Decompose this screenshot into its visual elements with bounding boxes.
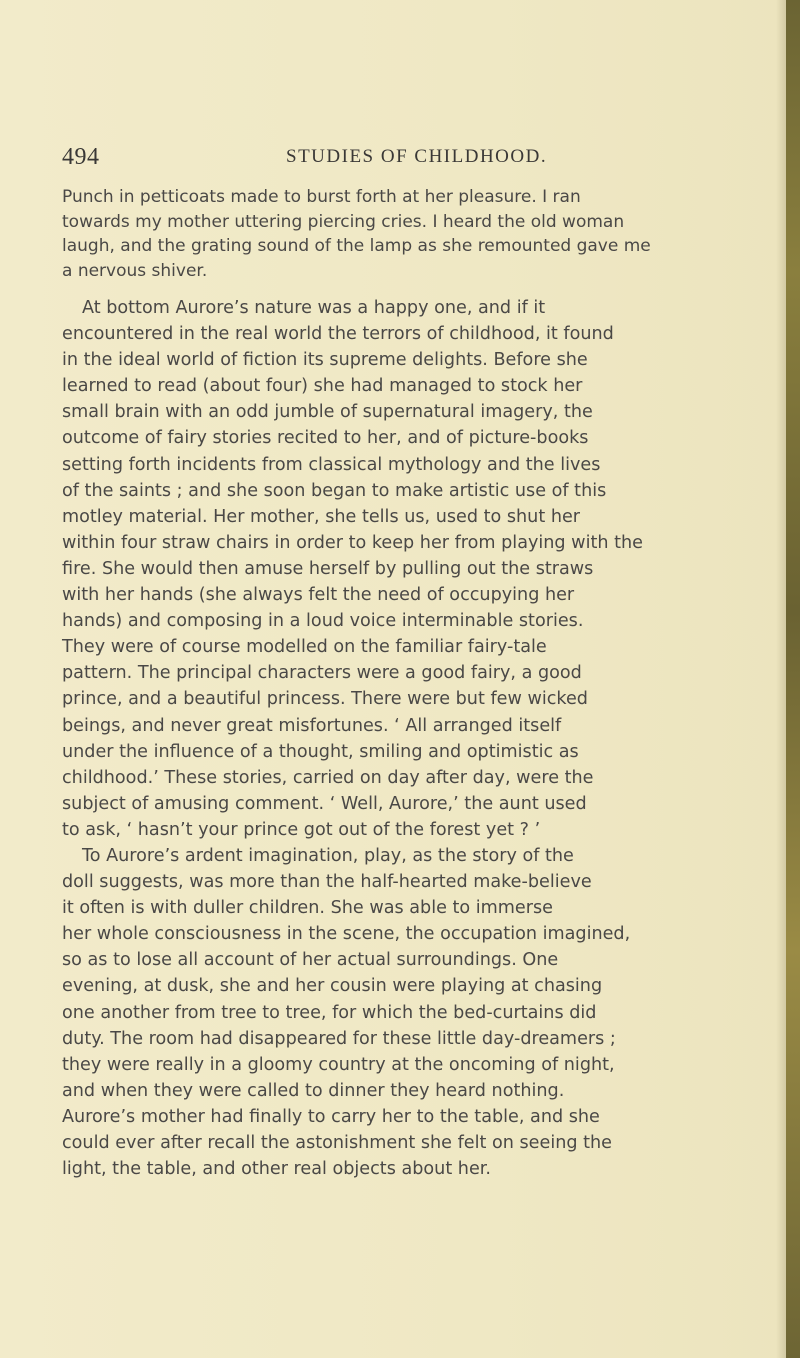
text-line: Punch in petticoats made to burst forth at her pleasure. I ran — [62, 187, 581, 207]
text-line: motley material. Her mother, she tells us, used to shut her — [62, 506, 581, 527]
text-line: learned to read (about four) she had managed to stock her — [62, 376, 583, 397]
text-line: under the influence of a thought, smiling and optimistic as — [62, 741, 579, 762]
text-line: pattern. The principal characters were a good fairy, a good — [62, 663, 582, 684]
text-line: They were of course modelled on the familiar fairy-tale — [62, 637, 547, 658]
text-line: towards my mother uttering piercing cries. I heard the old woman — [62, 211, 625, 232]
text-line: hands) and composing in a loud voice interminable stories. — [62, 611, 584, 632]
text-line: subject of amusing comment. ‘ Well, Aurore,’ the aunt used — [62, 793, 587, 814]
text-line: a nervous shiver. — [62, 260, 208, 281]
text-line: her whole consciousness in the scene, the occupation imagined, — [62, 924, 631, 945]
text-line: evening, at dusk, she and her cousin were playing at chasing — [62, 976, 603, 997]
text-line: To Aurore’s ardent imagination, play, as the story of the — [82, 845, 574, 866]
text-line: duty. The room had disappeared for these little day-dreamers ; — [62, 1028, 616, 1049]
running-head: STUDIES OF CHILDHOOD. — [286, 146, 548, 167]
text-line: laugh, and the grating sound of the lamp as she remounted gave me — [62, 236, 651, 256]
text-line: encountered in the real world the terrors of childhood, it found — [62, 324, 614, 345]
text-line: with her hands (she always felt the need of occupying her — [62, 585, 575, 606]
text-line: they were really in a gloomy country at the oncoming of night, — [62, 1054, 615, 1075]
text-line: and when they were called to dinner they heard nothing. — [62, 1080, 565, 1101]
body-text — [62, 185, 782, 1182]
text-line: light, the table, and other real objects about her. — [62, 1159, 491, 1180]
text-line: to ask, ‘ hasn’t your prince got out of the forest yet ? ’ — [62, 819, 541, 840]
text-line: doll suggests, was more than the half-hearted make-believe — [62, 872, 592, 893]
text-line: so as to lose all account of her actual surroundings. One — [62, 950, 559, 971]
text-line: fire. She would then amuse herself by pulling out the straws — [62, 558, 594, 579]
paragraph-2 — [62, 295, 782, 1182]
page-header — [62, 142, 762, 172]
text-line: small brain with an odd jumble of supernatural imagery, the — [62, 402, 593, 423]
text-line: outcome of fairy stories recited to her, and of picture-books — [62, 428, 589, 449]
text-line: it often is with duller children. She was able to immerse — [62, 898, 553, 919]
text-line: setting forth incidents from classical mythology and the lives — [62, 454, 601, 475]
text-line: beings, and never great misfortunes. ‘ All arranged itself — [62, 715, 562, 736]
text-line: one another from tree to tree, for which the bed-curtains did — [62, 1002, 597, 1023]
text-line: At bottom Aurore’s nature was a happy one, and if it — [82, 298, 546, 318]
paragraph-gap — [62, 283, 782, 295]
paragraph-1 — [62, 185, 782, 283]
page-number: 494 — [62, 144, 100, 170]
page-edge — [786, 0, 800, 1358]
text-line: prince, and a beautiful princess. There were but few wicked — [62, 689, 588, 710]
text-line: of the saints ; and she soon began to make artistic use of this — [62, 480, 607, 501]
text-line: in the ideal world of fiction its supreme delights. Before she — [62, 350, 588, 371]
text-line: could ever after recall the astonishment she felt on seeing the — [62, 1133, 612, 1153]
text-line: Aurore’s mother had finally to carry her to the table, and she — [62, 1106, 600, 1127]
text-line: within four straw chairs in order to keep her from playing with the — [62, 532, 643, 553]
text-line: childhood.’ These stories, carried on day after day, were the — [62, 767, 594, 788]
